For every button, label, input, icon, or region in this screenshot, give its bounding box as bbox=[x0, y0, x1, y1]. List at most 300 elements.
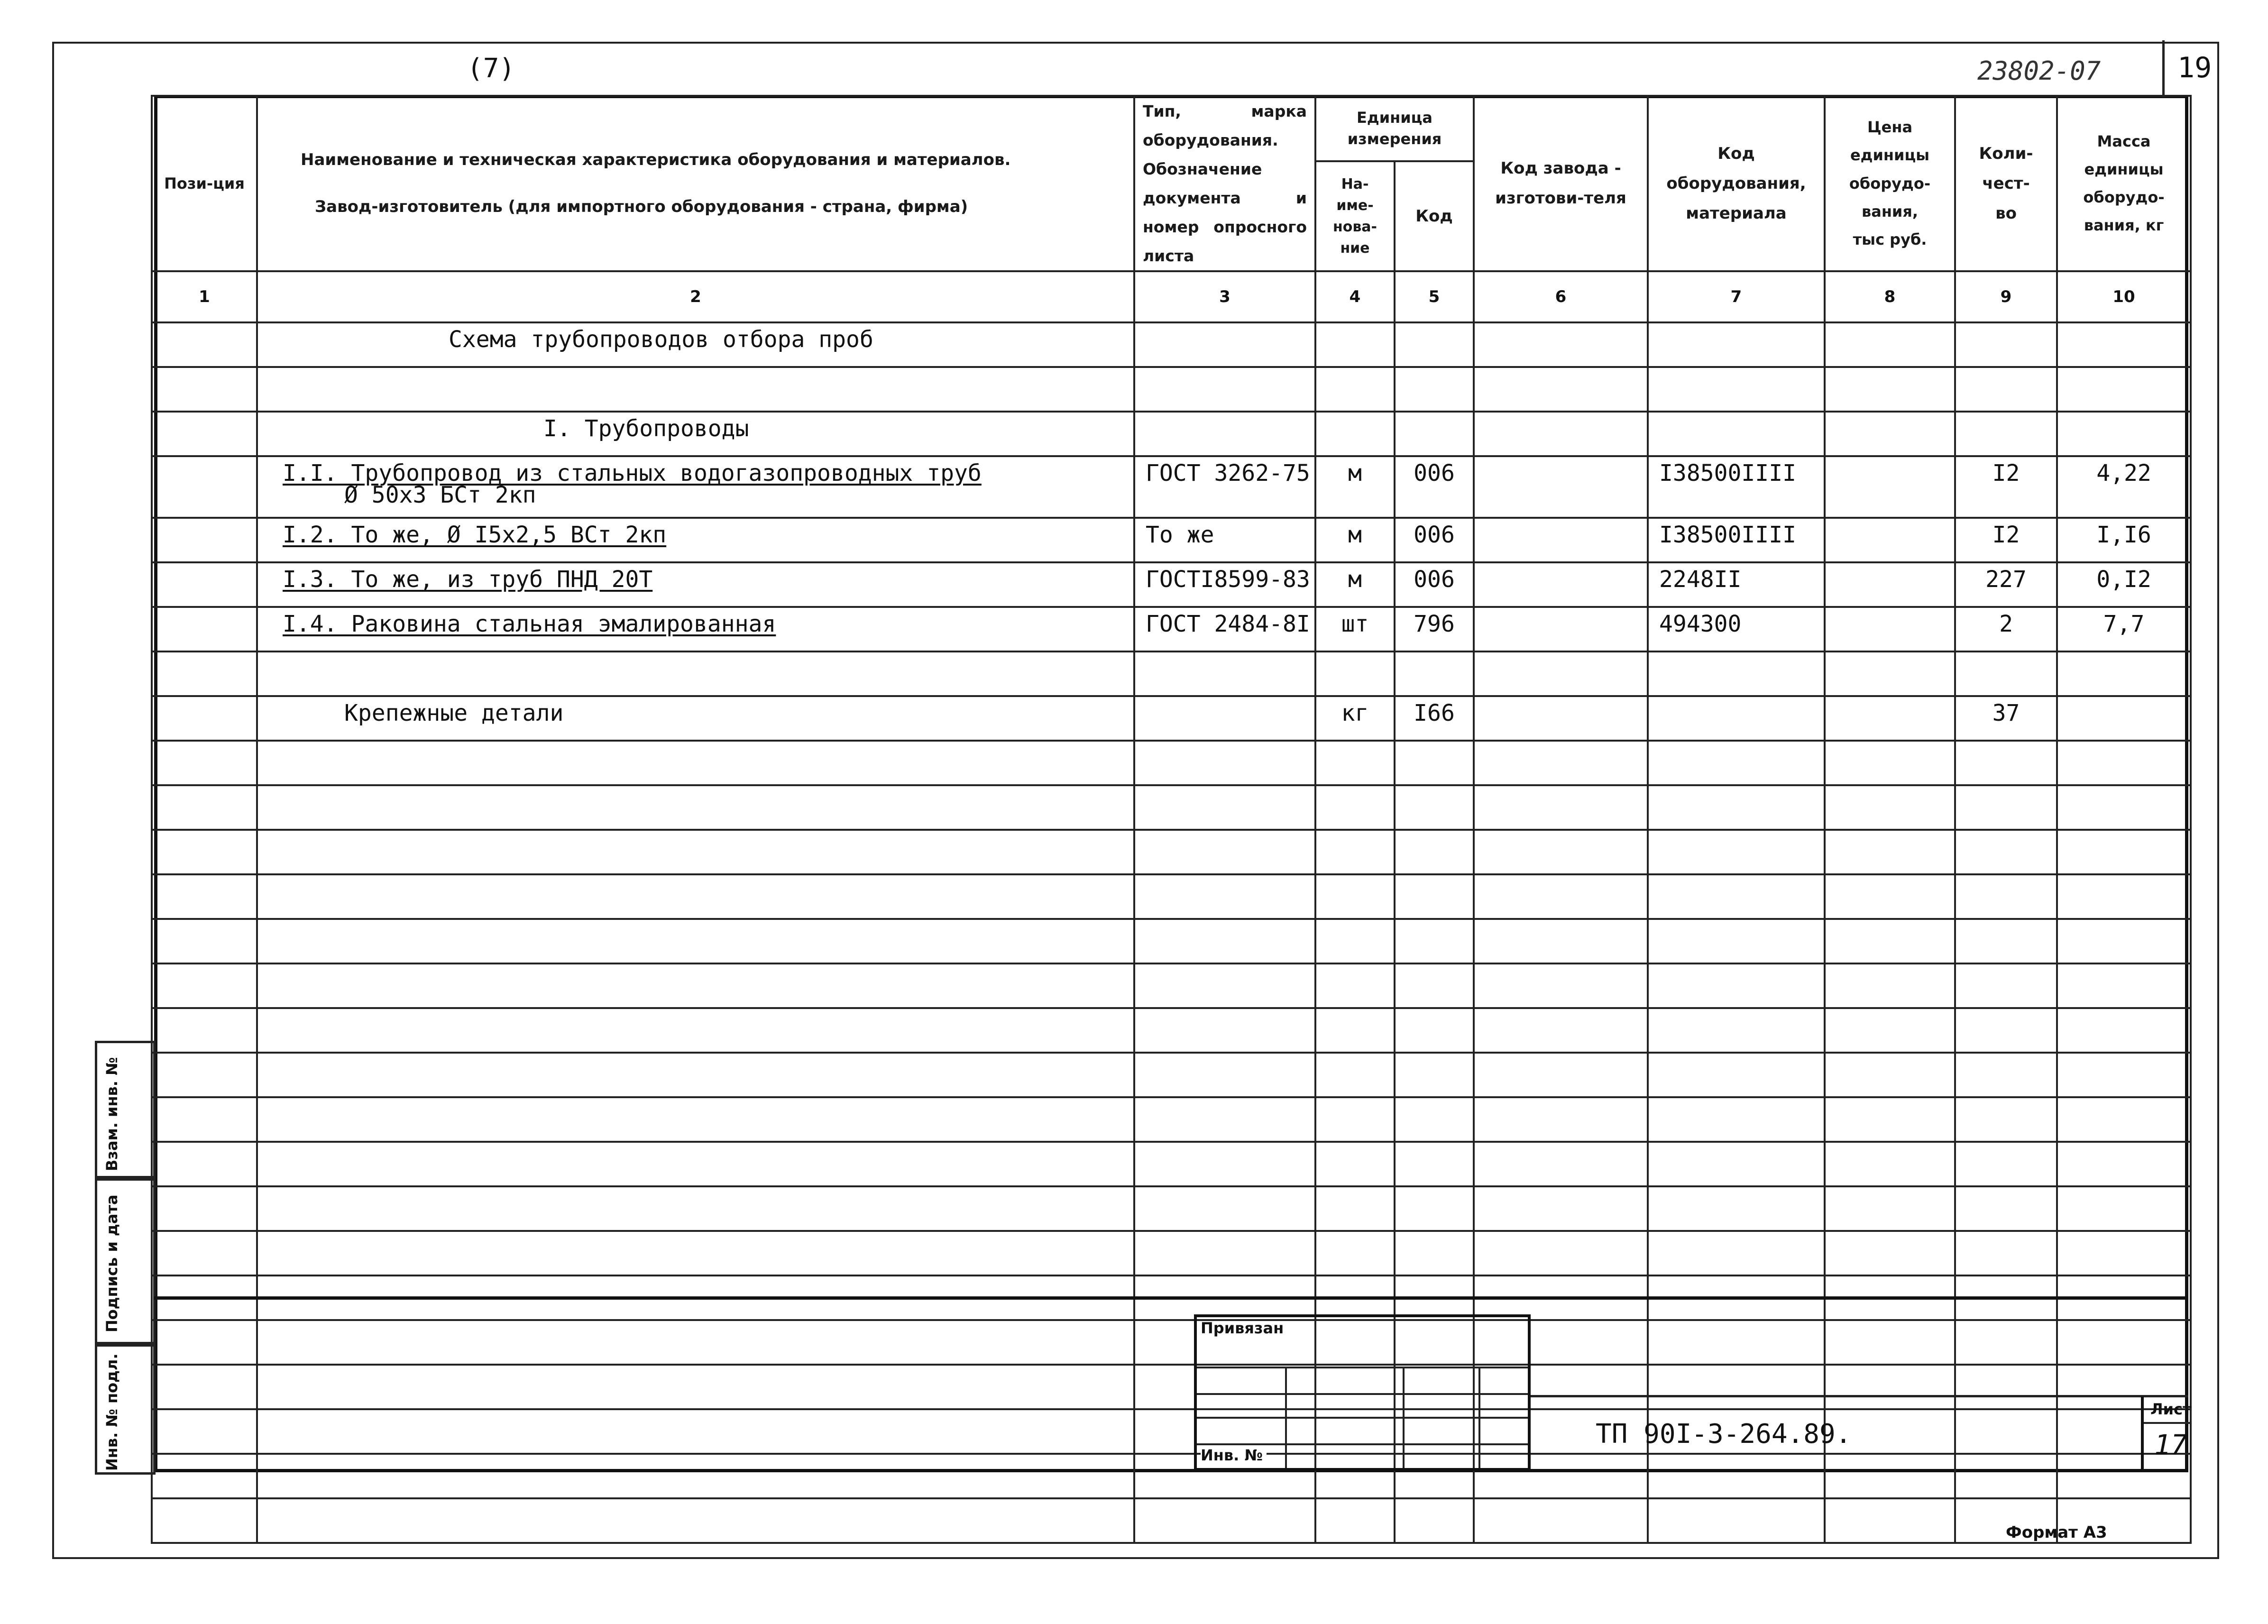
row-name bbox=[257, 1320, 1134, 1365]
row-unit bbox=[1315, 1053, 1395, 1097]
row-position bbox=[152, 1097, 257, 1142]
row-price bbox=[1825, 919, 1955, 963]
col-number: 1 bbox=[152, 271, 257, 322]
row-price bbox=[1825, 830, 1955, 874]
row-price bbox=[1825, 412, 1955, 456]
row-price bbox=[1825, 1186, 1955, 1231]
row-unit-code bbox=[1395, 412, 1474, 456]
col-number: 10 bbox=[2057, 271, 2191, 322]
row-mass bbox=[2057, 1097, 2191, 1142]
side-box-inv bbox=[95, 1344, 156, 1475]
col-number: 4 bbox=[1315, 271, 1395, 322]
table-row bbox=[152, 518, 2191, 562]
table-row bbox=[152, 456, 2191, 518]
row-quantity bbox=[1955, 1142, 2057, 1186]
row-name bbox=[257, 1231, 1134, 1275]
row-unit-code bbox=[1395, 322, 1474, 367]
row-unit bbox=[1315, 874, 1395, 919]
specification-table bbox=[151, 95, 2192, 1544]
row-name bbox=[257, 322, 1134, 367]
row-mass bbox=[2057, 322, 2191, 367]
row-material-code-text: 494300 bbox=[1659, 611, 1742, 638]
side-box-vzam bbox=[95, 1041, 156, 1178]
row-mass bbox=[2057, 367, 2191, 412]
col-number: 3 bbox=[1134, 271, 1315, 322]
col-header-material-code: Код оборудования, материала bbox=[1648, 96, 1825, 271]
row-quantity bbox=[1955, 785, 2057, 830]
row-unit-code bbox=[1395, 367, 1474, 412]
row-unit-code bbox=[1395, 919, 1474, 963]
row-price bbox=[1825, 518, 1955, 562]
row-unit-code bbox=[1395, 518, 1474, 562]
row-quantity bbox=[1955, 1231, 2057, 1275]
row-price bbox=[1825, 562, 1955, 607]
row-quantity bbox=[1955, 696, 2057, 741]
row-doc bbox=[1134, 785, 1315, 830]
row-maker-code bbox=[1474, 607, 1648, 651]
row-price bbox=[1825, 1454, 1955, 1498]
row-doc bbox=[1134, 741, 1315, 785]
col-header-quantity: Коли-чест-во bbox=[1955, 96, 2057, 271]
row-maker-code bbox=[1474, 456, 1648, 518]
row-doc bbox=[1134, 607, 1315, 651]
row-unit-code bbox=[1395, 696, 1474, 741]
row-unit bbox=[1315, 1498, 1395, 1543]
row-unit bbox=[1315, 785, 1395, 830]
row-mass bbox=[2057, 963, 2191, 1008]
row-unit bbox=[1315, 1186, 1395, 1231]
row-maker-code bbox=[1474, 1498, 1648, 1543]
row-name bbox=[257, 607, 1134, 651]
row-price bbox=[1825, 607, 1955, 651]
col-number: 2 bbox=[257, 271, 1134, 322]
stamp-col-rule bbox=[1403, 1368, 1405, 1468]
row-doc bbox=[1134, 1142, 1315, 1186]
row-price bbox=[1825, 1365, 1955, 1409]
row-material-code bbox=[1648, 518, 1825, 562]
table-row bbox=[152, 1320, 2191, 1365]
row-position bbox=[152, 1142, 257, 1186]
row-price bbox=[1825, 874, 1955, 919]
table-body bbox=[152, 322, 2191, 1543]
row-unit bbox=[1315, 696, 1395, 741]
title-block-doc-code: ТП 90I-3-264.89. bbox=[1596, 1419, 1852, 1450]
row-unit-code bbox=[1395, 562, 1474, 607]
table-row bbox=[152, 1454, 2191, 1498]
table-row bbox=[152, 741, 2191, 785]
row-material-code bbox=[1648, 1142, 1825, 1186]
row-quantity bbox=[1955, 518, 2057, 562]
row-unit-text: шт bbox=[1341, 611, 1369, 638]
stamp-col-rule bbox=[1478, 1368, 1480, 1468]
sheet-label: Лист bbox=[2150, 1400, 2192, 1418]
table-bottom-rule bbox=[154, 1296, 2188, 1300]
col-header-type: Тип, марка оборудования. Обозначение документа и номер опросного листа bbox=[1134, 96, 1315, 271]
row-price bbox=[1825, 1231, 1955, 1275]
row-name bbox=[257, 830, 1134, 874]
row-doc-text: ГОСТI8599-83 bbox=[1146, 566, 1310, 593]
row-quantity bbox=[1955, 1186, 2057, 1231]
sheet-number: 17 bbox=[2154, 1429, 2187, 1461]
row-quantity-text: 2 bbox=[1999, 611, 2013, 638]
row-price bbox=[1825, 1097, 1955, 1142]
row-material-code bbox=[1648, 456, 1825, 518]
row-mass bbox=[2057, 1142, 2191, 1186]
row-doc bbox=[1134, 412, 1315, 456]
row-maker-code bbox=[1474, 696, 1648, 741]
row-unit bbox=[1315, 963, 1395, 1008]
row-name bbox=[257, 1186, 1134, 1231]
row-doc bbox=[1134, 1053, 1315, 1097]
row-doc bbox=[1134, 1008, 1315, 1053]
row-quantity bbox=[1955, 1320, 2057, 1365]
table-row bbox=[152, 412, 2191, 456]
row-name-text: Крепежные детали bbox=[344, 700, 564, 727]
row-unit-code bbox=[1395, 874, 1474, 919]
row-doc bbox=[1134, 919, 1315, 963]
row-material-code bbox=[1648, 696, 1825, 741]
row-unit-code bbox=[1395, 1498, 1474, 1543]
row-doc bbox=[1134, 1097, 1315, 1142]
row-position bbox=[152, 1008, 257, 1053]
row-position bbox=[152, 1454, 257, 1498]
row-name-text: I.2. То же, Ø I5х2,5 ВСт 2кп bbox=[283, 522, 667, 549]
stamp-bound-label: Привязан bbox=[1201, 1319, 1284, 1337]
row-name bbox=[257, 651, 1134, 696]
sheet-box bbox=[2141, 1396, 2192, 1472]
row-unit-code bbox=[1395, 1231, 1474, 1275]
row-maker-code bbox=[1474, 830, 1648, 874]
row-maker-code bbox=[1474, 1053, 1648, 1097]
row-mass bbox=[2057, 562, 2191, 607]
row-unit bbox=[1315, 518, 1395, 562]
row-unit-code bbox=[1395, 607, 1474, 651]
row-mass bbox=[2057, 696, 2191, 741]
row-maker-code bbox=[1474, 1142, 1648, 1186]
row-material-code bbox=[1648, 963, 1825, 1008]
title-block-top-rule bbox=[1531, 1395, 2188, 1397]
row-doc bbox=[1134, 963, 1315, 1008]
row-name bbox=[257, 1409, 1134, 1454]
side-label-inv-orig: Инв. № подл. bbox=[103, 1353, 121, 1471]
row-position bbox=[152, 651, 257, 696]
row-unit bbox=[1315, 830, 1395, 874]
row-quantity bbox=[1955, 607, 2057, 651]
col-header-unit-group: Единица измерения bbox=[1315, 96, 1474, 161]
row-position bbox=[152, 1365, 257, 1409]
row-unit-code bbox=[1395, 1097, 1474, 1142]
row-quantity-text: 37 bbox=[1992, 700, 2020, 727]
row-mass bbox=[2057, 1231, 2191, 1275]
row-name bbox=[257, 412, 1134, 456]
row-name bbox=[257, 874, 1134, 919]
row-name bbox=[257, 741, 1134, 785]
row-unit bbox=[1315, 1142, 1395, 1186]
format-label: Формат А3 bbox=[2006, 1523, 2107, 1542]
row-unit bbox=[1315, 322, 1395, 367]
row-maker-code bbox=[1474, 518, 1648, 562]
row-position bbox=[152, 874, 257, 919]
row-name-line2: Ø 50х3 БСт 2кп bbox=[344, 482, 536, 509]
row-quantity bbox=[1955, 1454, 2057, 1498]
row-unit bbox=[1315, 412, 1395, 456]
row-doc bbox=[1134, 322, 1315, 367]
table-row bbox=[152, 785, 2191, 830]
row-unit-code-text: 006 bbox=[1414, 460, 1455, 487]
row-doc bbox=[1134, 1231, 1315, 1275]
row-quantity bbox=[1955, 1365, 2057, 1409]
table-row bbox=[152, 651, 2191, 696]
row-quantity bbox=[1955, 456, 2057, 518]
row-material-code bbox=[1648, 1231, 1825, 1275]
row-position bbox=[152, 919, 257, 963]
row-position bbox=[152, 830, 257, 874]
row-name bbox=[257, 1097, 1134, 1142]
table-header-row bbox=[152, 96, 2191, 161]
row-quantity bbox=[1955, 963, 2057, 1008]
row-quantity bbox=[1955, 830, 2057, 874]
row-mass-text: 0,I2 bbox=[2096, 566, 2151, 593]
row-maker-code bbox=[1474, 874, 1648, 919]
row-mass bbox=[2057, 1186, 2191, 1231]
row-quantity-text: I2 bbox=[1992, 522, 2020, 549]
row-maker-code bbox=[1474, 785, 1648, 830]
row-unit-code bbox=[1395, 1053, 1474, 1097]
table-row bbox=[152, 1498, 2191, 1543]
row-position bbox=[152, 1409, 257, 1454]
row-mass bbox=[2057, 1320, 2191, 1365]
row-quantity-text: I2 bbox=[1992, 460, 2020, 487]
row-mass bbox=[2057, 1053, 2191, 1097]
row-material-code bbox=[1648, 919, 1825, 963]
row-material-code bbox=[1648, 1186, 1825, 1231]
table-row bbox=[152, 367, 2191, 412]
row-mass bbox=[2057, 919, 2191, 963]
row-maker-code bbox=[1474, 1097, 1648, 1142]
col-number: 5 bbox=[1395, 271, 1474, 322]
row-maker-code bbox=[1474, 1231, 1648, 1275]
side-label-vzam: Взам. инв. № bbox=[103, 1057, 121, 1171]
col-number: 7 bbox=[1648, 271, 1825, 322]
row-name bbox=[257, 1454, 1134, 1498]
row-mass bbox=[2057, 412, 2191, 456]
row-unit bbox=[1315, 919, 1395, 963]
row-material-code bbox=[1648, 1008, 1825, 1053]
row-material-code bbox=[1648, 412, 1825, 456]
row-maker-code bbox=[1474, 562, 1648, 607]
row-material-code bbox=[1648, 1053, 1825, 1097]
row-material-code-text: 2248II bbox=[1659, 566, 1742, 593]
row-doc bbox=[1134, 1186, 1315, 1231]
row-unit-text: кг bbox=[1341, 700, 1369, 727]
row-material-code bbox=[1648, 1365, 1825, 1409]
table-row bbox=[152, 1097, 2191, 1142]
row-maker-code bbox=[1474, 412, 1648, 456]
row-unit-code bbox=[1395, 963, 1474, 1008]
col-header-position: Пози-ция bbox=[152, 96, 257, 271]
row-maker-code bbox=[1474, 741, 1648, 785]
row-doc-text: ГОСТ 3262-75 bbox=[1146, 460, 1310, 487]
sheet-number-top: 19 bbox=[2177, 51, 2212, 84]
table-row bbox=[152, 1186, 2191, 1231]
row-name bbox=[257, 562, 1134, 607]
row-quantity bbox=[1955, 412, 2057, 456]
row-position bbox=[152, 607, 257, 651]
row-material-code bbox=[1648, 785, 1825, 830]
row-unit-code bbox=[1395, 1008, 1474, 1053]
table-row bbox=[152, 1365, 2191, 1409]
row-maker-code bbox=[1474, 1008, 1648, 1053]
row-position bbox=[152, 1320, 257, 1365]
row-unit-code-text: 006 bbox=[1414, 566, 1455, 593]
row-name bbox=[257, 963, 1134, 1008]
row-unit bbox=[1315, 741, 1395, 785]
row-material-code-text: I38500IIII bbox=[1659, 460, 1796, 487]
row-maker-code bbox=[1474, 919, 1648, 963]
row-name bbox=[257, 518, 1134, 562]
row-name bbox=[257, 456, 1134, 518]
sheet-label-rule bbox=[2144, 1422, 2191, 1424]
row-position bbox=[152, 963, 257, 1008]
row-mass bbox=[2057, 518, 2191, 562]
row-quantity bbox=[1955, 651, 2057, 696]
row-maker-code bbox=[1474, 322, 1648, 367]
col-header-unit-name: На-име-нова-ние bbox=[1315, 161, 1395, 271]
side-label-sign-date: Подпись и дата bbox=[103, 1194, 121, 1332]
row-mass bbox=[2057, 830, 2191, 874]
row-name-text: I.I. Трубопровод из стальных водогазопроводных труб bbox=[283, 460, 982, 487]
row-quantity bbox=[1955, 1097, 2057, 1142]
row-material-code bbox=[1648, 830, 1825, 874]
row-unit bbox=[1315, 607, 1395, 651]
row-position bbox=[152, 562, 257, 607]
row-mass-text: 7,7 bbox=[2103, 611, 2145, 638]
row-doc bbox=[1134, 518, 1315, 562]
row-quantity bbox=[1955, 1053, 2057, 1097]
row-quantity bbox=[1955, 367, 2057, 412]
row-unit bbox=[1315, 562, 1395, 607]
row-quantity bbox=[1955, 562, 2057, 607]
row-quantity bbox=[1955, 1008, 2057, 1053]
col-number: 9 bbox=[1955, 271, 2057, 322]
table-row bbox=[152, 830, 2191, 874]
table-row bbox=[152, 963, 2191, 1008]
col-header-name-line1: Наименование и техническая характеристика оборудования и материалов. bbox=[301, 150, 1011, 170]
row-material-code bbox=[1648, 1097, 1825, 1142]
row-maker-code bbox=[1474, 367, 1648, 412]
row-material-code bbox=[1648, 607, 1825, 651]
row-mass bbox=[2057, 785, 2191, 830]
page-marker: (7) bbox=[467, 53, 515, 84]
table-row bbox=[152, 1409, 2191, 1454]
row-position bbox=[152, 1053, 257, 1097]
row-mass-text: 4,22 bbox=[2096, 460, 2151, 487]
table-row bbox=[152, 607, 2191, 651]
table-row bbox=[152, 1142, 2191, 1186]
row-quantity bbox=[1955, 741, 2057, 785]
row-material-code bbox=[1648, 741, 1825, 785]
row-unit bbox=[1315, 1231, 1395, 1275]
row-price bbox=[1825, 367, 1955, 412]
row-position bbox=[152, 322, 257, 367]
row-unit-text: м bbox=[1348, 522, 1362, 549]
stamp-inv-label: Инв. № bbox=[1201, 1446, 1267, 1464]
row-unit bbox=[1315, 1097, 1395, 1142]
stamp-col-rule bbox=[1285, 1368, 1287, 1468]
row-price bbox=[1825, 1008, 1955, 1053]
row-price bbox=[1825, 456, 1955, 518]
row-position bbox=[152, 1231, 257, 1275]
row-position bbox=[152, 518, 257, 562]
row-price bbox=[1825, 1142, 1955, 1186]
row-unit-code bbox=[1395, 741, 1474, 785]
row-unit-code bbox=[1395, 456, 1474, 518]
row-price bbox=[1825, 785, 1955, 830]
col-header-name-line2: Завод-изготовитель (для импортного оборудования - страна, фирма) bbox=[315, 197, 968, 217]
row-price bbox=[1825, 696, 1955, 741]
row-unit bbox=[1315, 456, 1395, 518]
row-doc-text: То же bbox=[1146, 522, 1214, 549]
row-doc bbox=[1134, 651, 1315, 696]
row-mass-text: I,I6 bbox=[2096, 522, 2151, 549]
row-name bbox=[257, 1365, 1134, 1409]
table-row bbox=[152, 1231, 2191, 1275]
row-material-code bbox=[1648, 562, 1825, 607]
row-doc bbox=[1134, 696, 1315, 741]
row-name-text: I. Трубопроводы bbox=[543, 415, 749, 442]
row-material-code bbox=[1648, 651, 1825, 696]
column-number-row bbox=[152, 271, 2191, 322]
row-material-code bbox=[1648, 367, 1825, 412]
row-price bbox=[1825, 1320, 1955, 1365]
row-name bbox=[257, 919, 1134, 963]
row-price bbox=[1825, 963, 1955, 1008]
row-unit-code bbox=[1395, 785, 1474, 830]
row-position bbox=[152, 456, 257, 518]
row-mass bbox=[2057, 1008, 2191, 1053]
row-name bbox=[257, 785, 1134, 830]
row-price bbox=[1825, 1053, 1955, 1097]
row-material-code bbox=[1648, 1454, 1825, 1498]
row-name bbox=[257, 1142, 1134, 1186]
col-header-unit-code: Код bbox=[1395, 161, 1474, 271]
row-maker-code bbox=[1474, 963, 1648, 1008]
row-unit-code bbox=[1395, 1186, 1474, 1231]
row-quantity-text: 227 bbox=[1985, 566, 2027, 593]
row-material-code bbox=[1648, 1320, 1825, 1365]
row-quantity bbox=[1955, 1409, 2057, 1454]
row-quantity bbox=[1955, 919, 2057, 963]
table-row bbox=[152, 696, 2191, 741]
row-name-text: I.3. То же, из труб ПНД 20Т bbox=[283, 566, 653, 593]
row-name bbox=[257, 1498, 1134, 1543]
row-doc bbox=[1134, 456, 1315, 518]
row-name bbox=[257, 367, 1134, 412]
col-header-name bbox=[257, 96, 1134, 271]
row-doc-text: ГОСТ 2484-8I bbox=[1146, 611, 1310, 638]
row-mass bbox=[2057, 456, 2191, 518]
side-box-sign bbox=[95, 1178, 156, 1344]
row-position bbox=[152, 412, 257, 456]
row-unit-text: м bbox=[1348, 566, 1362, 593]
row-unit bbox=[1315, 1008, 1395, 1053]
row-unit bbox=[1315, 651, 1395, 696]
row-name bbox=[257, 1008, 1134, 1053]
col-header-price: Цена единицы оборудо-вания, тыс руб. bbox=[1825, 96, 1955, 271]
row-unit-code-text: I66 bbox=[1414, 700, 1455, 727]
row-unit-code-text: 006 bbox=[1414, 522, 1455, 549]
row-price bbox=[1825, 322, 1955, 367]
